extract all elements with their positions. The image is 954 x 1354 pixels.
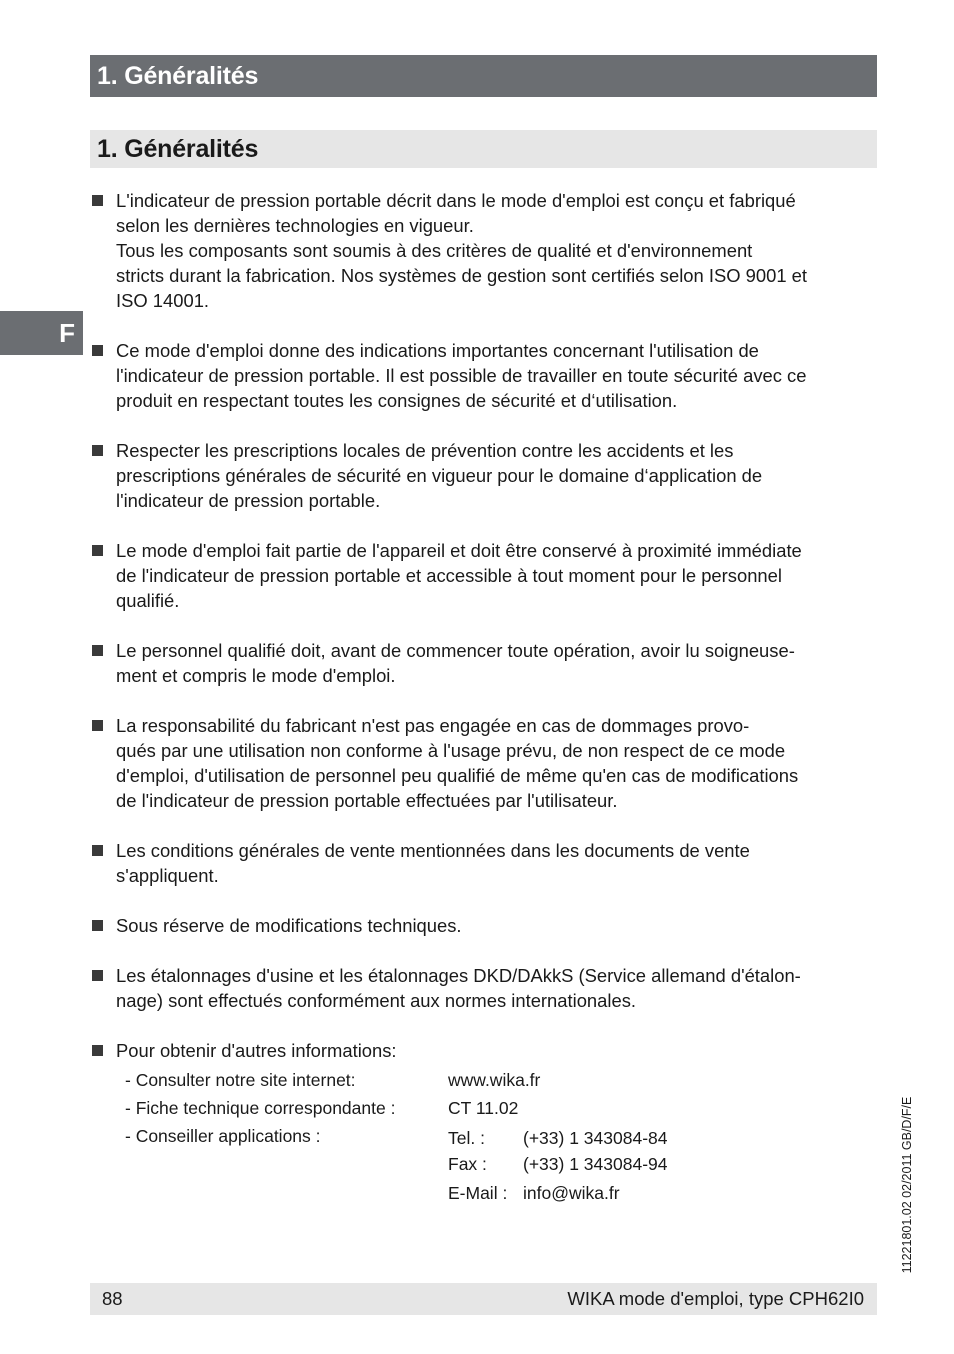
bullet-line: de l'indicateur de pression portable effectuées par l'utilisateur.	[116, 790, 618, 811]
bullet-line: stricts durant la fabrication. Nos systèmes de gestion sont certifiés selon ISO 9001 et	[116, 265, 808, 286]
bullet-line: ment et compris le mode d'emploi.	[116, 665, 396, 686]
datasheet-value: CT 11.02	[448, 1098, 519, 1118]
bullet-item	[90, 913, 880, 938]
square-bullet-icon	[92, 845, 103, 856]
bullet-item	[90, 538, 880, 613]
bullet-line: La responsabilité du fabricant n'est pas engagée en cas de dommages provo-	[116, 715, 750, 736]
chapter-header-bar	[90, 55, 877, 97]
language-tab	[0, 311, 83, 355]
bullet-line: Le mode d'emploi fait partie de l'appareil et doit être conservé à proximité immédiate	[116, 540, 802, 561]
bullet-line: nage) sont effectués conformément aux normes internationales.	[116, 990, 637, 1011]
info-label: - Fiche technique correspondante :	[125, 1098, 396, 1118]
bullet-line: s'appliquent.	[116, 865, 219, 886]
square-bullet-icon	[92, 645, 103, 656]
info-row-website	[90, 1066, 880, 1094]
chapter-header-title: 1. Généralités	[97, 62, 259, 90]
square-bullet-icon	[92, 720, 103, 731]
bullet-item	[90, 838, 880, 888]
language-tab-label: F	[59, 318, 75, 348]
bullet-line: Ce mode d'emploi donne des indications importantes concernant l'utilisation de	[116, 340, 759, 361]
info-label: - Consulter notre site internet:	[125, 1070, 356, 1090]
document-code-text: 11221801.02 02/2011 GB/D/F/E	[900, 1096, 914, 1274]
bullet-line: de l'indicateur de pression portable et accessible à tout moment pour le personnel	[116, 565, 782, 586]
square-bullet-icon	[92, 445, 103, 456]
contact-row-email	[90, 1179, 880, 1208]
bullet-item-info	[90, 1038, 880, 1208]
email-link[interactable]: info@wika.fr	[523, 1183, 620, 1203]
email-key: E-Mail :	[448, 1183, 508, 1203]
info-rows	[90, 1066, 880, 1208]
contact-row-fax	[90, 1150, 880, 1179]
bullet-line: Tous les composants sont soumis à des critères de qualité et d'environnement	[116, 240, 753, 261]
bullet-line: qués par une utilisation non conforme à l'usage prévu, de non respect de ce mode	[116, 740, 786, 761]
bullet-item	[90, 188, 880, 313]
bullet-line: Sous réserve de modifications techniques.	[116, 915, 462, 936]
bullet-line: selon les dernières technologies en vigueur.	[116, 215, 474, 236]
fax-key: Fax :	[448, 1154, 487, 1174]
section-heading-bar	[90, 130, 877, 168]
square-bullet-icon	[92, 970, 103, 981]
footer-bar	[90, 1283, 877, 1315]
document-code-vertical	[898, 1088, 916, 1282]
bullet-line: prescriptions générales de sécurité en vigueur pour le domaine d‘application de	[116, 465, 763, 486]
bullet-line: produit en respectant toutes les consignes de sécurité et d‘utilisation.	[116, 390, 678, 411]
bullet-line: Les conditions générales de vente mentionnées dans les documents de vente	[116, 840, 750, 861]
bullet-line: Le personnel qualifié doit, avant de commencer toute opération, avoir lu soigneuse-	[116, 640, 795, 661]
info-intro: Pour obtenir d'autres informations:	[116, 1040, 397, 1061]
bullet-item	[90, 438, 880, 513]
info-row-advisor	[90, 1122, 880, 1150]
bullet-line: ISO 14001.	[116, 290, 210, 311]
footer-title: WIKA mode d'emploi, type CPH62I0	[567, 1288, 864, 1309]
bullet-line: Respecter les prescriptions locales de prévention contre les accidents et les	[116, 440, 734, 461]
bullet-line: Les étalonnages d'usine et les étalonnages DKD/DAkkS (Service allemand d'étalon-	[116, 965, 801, 986]
square-bullet-icon	[92, 1045, 103, 1056]
bullet-line: qualifié.	[116, 590, 180, 611]
bullet-line: L'indicateur de pression portable décrit dans le mode d'emploi est conçu et fabriqué	[116, 190, 796, 211]
bullet-line: l'indicateur de pression portable.	[116, 490, 381, 511]
section-heading-title: 1. Généralités	[97, 135, 259, 163]
bullet-item	[90, 338, 880, 413]
info-label: - Conseiller applications :	[125, 1126, 321, 1146]
square-bullet-icon	[92, 920, 103, 931]
bullet-list	[90, 188, 880, 1233]
square-bullet-icon	[92, 345, 103, 356]
tel-value: (+33) 1 343084-84	[523, 1128, 668, 1148]
bullet-item	[90, 963, 880, 1013]
bullet-item	[90, 713, 880, 813]
square-bullet-icon	[92, 195, 103, 206]
website-link[interactable]: www.wika.fr	[448, 1070, 541, 1090]
page-number: 88	[102, 1288, 123, 1309]
fax-value: (+33) 1 343084-94	[523, 1154, 668, 1174]
tel-key: Tel. :	[448, 1128, 485, 1148]
bullet-item	[90, 638, 880, 688]
square-bullet-icon	[92, 545, 103, 556]
bullet-line: d'emploi, d'utilisation de personnel peu qualifié de même qu'en cas de modifications	[116, 765, 799, 786]
info-row-datasheet	[90, 1094, 880, 1122]
bullet-line: l'indicateur de pression portable. Il est possible de travailler en toute sécurité avec ce	[116, 365, 807, 386]
